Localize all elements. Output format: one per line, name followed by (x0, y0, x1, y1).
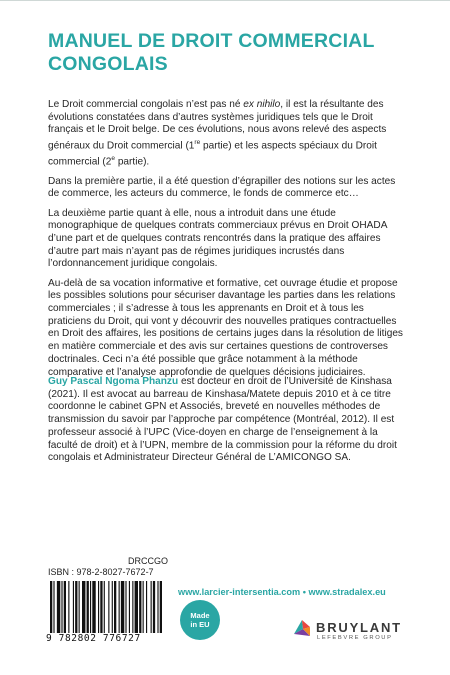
barcode-bar (108, 581, 109, 633)
isbn-number: ISBN : 978-2-8027-7672-7 (48, 567, 154, 577)
barcode-bar (90, 581, 91, 633)
summary-text (48, 99, 408, 386)
title-line-1: MANUEL DE DROIT COMMERCIAL (48, 30, 375, 52)
badge-line-2: in EU (190, 620, 210, 629)
barcode-bar (125, 581, 126, 633)
barcode-bar (64, 581, 66, 633)
product-code: DRCCGO (128, 556, 168, 566)
paragraph-1-part-b: , il est la résultante des évolutions constatées dans d’autres systèmes juridiques tels que le Droit français et le Droit belge. De ces évolutions, nous avons relevé des aspects généraux du Droit commercial (1 (48, 99, 387, 152)
publisher-name: BRUYLANT (316, 620, 402, 635)
website-links[interactable]: www.larcier-intersentia.com • www.stradalex.eu (178, 587, 386, 597)
superscript-2: e (111, 155, 116, 163)
paragraph-2: Dans la première partie, il a été question d’égrapiller des notions sur les actes de commerce, les acteurs du commerce, le fonds de commerce etc… (48, 175, 396, 200)
barcode-bar (143, 581, 144, 633)
barcode-bar (153, 581, 155, 633)
barcode-bar (73, 581, 74, 633)
publisher-logo (292, 618, 412, 644)
barcode-bar (160, 581, 162, 633)
title-line-2: CONGOLAIS (48, 53, 168, 75)
barcode-bar (132, 581, 133, 633)
barcode-bar (53, 581, 54, 633)
barcode-bar (157, 581, 158, 633)
barcode-icon (50, 581, 162, 633)
paragraph-1-italic: ex nihilo (243, 99, 281, 110)
barcode-bar (75, 581, 77, 633)
author-bio (48, 376, 410, 465)
barcode-bar (68, 581, 69, 633)
barcode-bar (129, 581, 130, 633)
paragraph-1-part-a: Le Droit commercial congolais n’est pas né (48, 99, 244, 110)
barcode-bar (146, 581, 147, 633)
barcode-bar (50, 581, 52, 633)
barcode-bar (135, 581, 138, 633)
barcode-bar (114, 581, 116, 633)
made-in-eu-badge (180, 600, 220, 640)
paragraph-1-part-d: partie). (115, 156, 150, 168)
barcode-bar (139, 581, 141, 633)
paragraph-1 (48, 99, 408, 169)
barcode-bar (92, 581, 95, 633)
barcode-bar (100, 581, 102, 633)
badge-line-1: Made (190, 611, 210, 620)
barcode-bar (119, 581, 120, 633)
top-border (0, 0, 450, 1)
publisher-group: LEFEBVRE GROUP (317, 635, 393, 641)
barcode-bar (87, 581, 89, 633)
barcode-bar (61, 581, 62, 633)
isbn-block (48, 556, 168, 578)
barcode-bar (98, 581, 99, 633)
barcode-bar (121, 581, 124, 633)
barcode-bar (82, 581, 85, 633)
author-bio-text: est docteur en droit de l’Université de Kinshasa (2021). Il est avocat au barreau de Kinshasa/Matete depuis 2010 et à ce titre coordonne le cabinet GPN et Associés, breveté en nouvelles méthodes de transmission du savoir par l’approche par compétence (Montréal, 2012). Il est professeur associé à l’UPC (Vice-doyen en charge de l’enseignement à la faculté de droit) et à l’UPN, membre de la commission pour la réforme du droit congolais et Administrateur Directeur Général de L’AMICONGO SA. (48, 376, 397, 464)
paragraph-3: La deuxième partie quant à elle, nous a introduit dans une étude monographique de quelques contrats commerciaux prévus en Droit OHADA d’une part et de quelques contrats rencontrés dans la pratique des affaires d’autre part mais n’ayant pas de régimes juridiques incrustés dans l’ordonnancement juridique congolais. (48, 207, 387, 270)
superscript-1: re (194, 139, 201, 147)
bruylant-logo-icon (292, 618, 312, 638)
barcode-bar (57, 581, 60, 633)
paragraph-1-part-c: partie) et les aspects spéciaux du Droit commercial (2 (48, 140, 377, 168)
barcode-number: 9 782802 776727 (46, 633, 141, 644)
barcode-bar (151, 581, 152, 633)
barcode-bar (112, 581, 113, 633)
author-name: Guy Pascal Ngoma Phanzu (48, 376, 179, 387)
paragraph-4: Au-delà de sa vocation informative et formative, cet ouvrage étudie et propose les possibles solutions pour sécuriser davantage les parties dans les relations commerciales ; il s’adresse à tous les apprenants en Droit et à tous les praticiens du Droit, qui vont y découvrir des nouvelles pratiques contractuelles en Droit des affaires, les positions de certains juges dans la résolution de litiges en matière commerciale et des avis sur certaines questions de controverses doctrinales. Ceci n’a été possible que grâce notamment à la méthode comparative et l’analyse approfondie de quelques décisions judiciaires. (48, 277, 403, 378)
barcode-bar (104, 581, 105, 633)
barcode-bar (79, 581, 80, 633)
book-title (48, 30, 408, 76)
